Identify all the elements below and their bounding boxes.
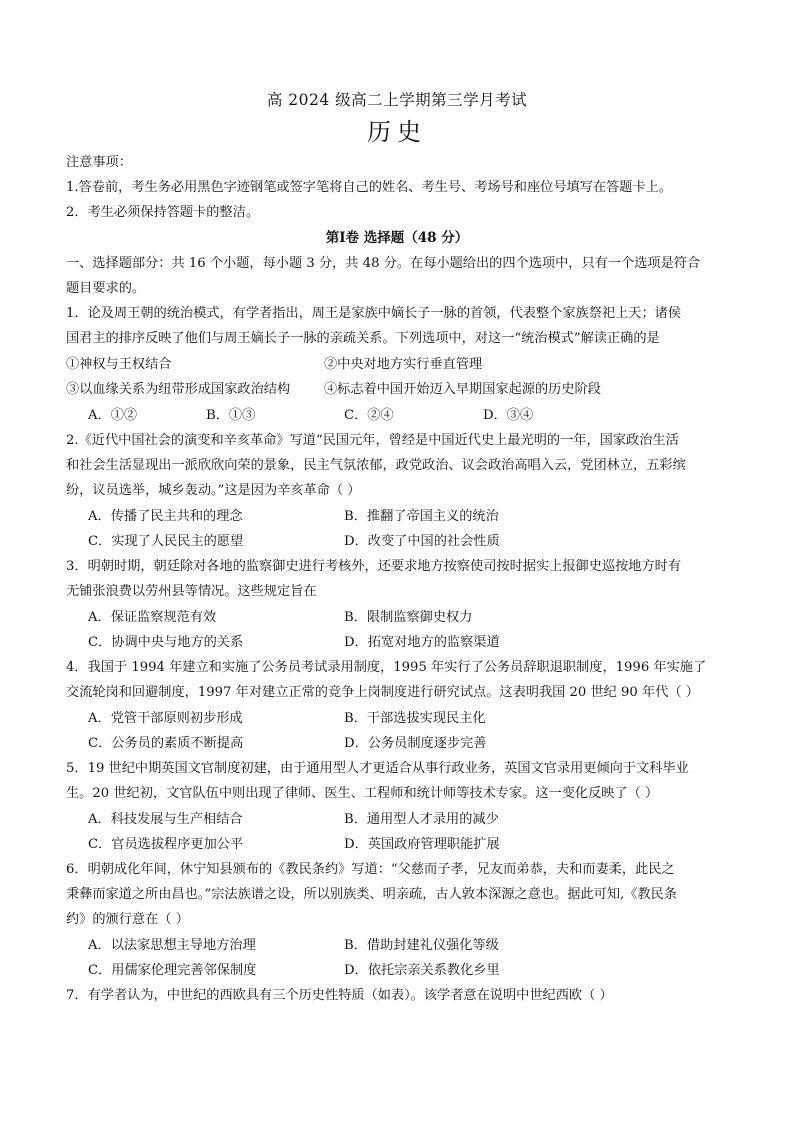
notice-item: 1.答卷前，考生务必用黑色字迹钢笔或签字笔将自己的姓名、考生号、考场号和座位号填写在答题卡上。	[66, 180, 673, 195]
exam-title: 高 2024 级高二上学期第三学月考试	[266, 91, 528, 109]
question-5-stem: 生。20 世纪初，文官队伍中则出现了律师、医生、工程师和统计师等技术专家。这一变化反映了（ ）	[66, 786, 659, 801]
option-d[interactable]: D．公务员制度逐步完善	[344, 736, 487, 751]
question-4-options	[66, 710, 728, 728]
question-4-stem: 交流轮岗和回避制度，1997 年对建立正常的竞争上岗制度进行研究试点。这表明我国 20 世纪 90 年代（ ）	[66, 685, 699, 700]
question-4-options	[66, 735, 728, 753]
section-intro: 题目要求的。	[66, 281, 146, 296]
question-3-stem: 3．明朝时期，朝廷除对各地的监察御史进行考核外，还要求地方按察使司按时据实上报御史巡按地方时有	[66, 559, 682, 574]
option-b[interactable]: B．干部选拔实现民主化	[344, 711, 486, 726]
question-3-options	[66, 609, 728, 627]
option-b[interactable]: B．①③	[206, 408, 256, 423]
question-2-options	[66, 533, 728, 551]
option-c[interactable]: C．协调中央与地方的关系	[88, 635, 244, 650]
option-d[interactable]: D．拓宽对地方的监察渠道	[344, 635, 500, 650]
question-5-options	[66, 836, 728, 854]
option-c[interactable]: C．公务员的素质不断提高	[88, 736, 244, 751]
question-6-options	[66, 937, 728, 955]
option-c[interactable]: C．官员选拔程序更加公平	[88, 837, 244, 852]
statement: ①神权与王权结合	[66, 357, 172, 372]
option-a[interactable]: A．传播了民主共和的理念	[88, 509, 243, 524]
question-5-options	[66, 811, 728, 829]
question-1-stem: 1．论及周王朝的统治模式，有学者指出，周王是家族中嫡长子一脉的首领，代表整个家族祭祀上天；诸侯	[66, 306, 682, 321]
question-2-stem: 2.《近代中国社会的演变和辛亥革命》写道“民国元年，曾经是中国近代史上最光明的一年，国家政治生活	[66, 433, 679, 448]
option-b[interactable]: B．推翻了帝国主义的统治	[344, 509, 499, 524]
option-a[interactable]: A．①②	[88, 408, 138, 423]
option-d[interactable]: D．英国政府管理职能扩展	[344, 837, 500, 852]
question-7-stem: 7．有学者认为，中世纪的西欧具有三个历史性特质（如表）。该学者意在说明中世纪西欧（ ）	[66, 988, 613, 1003]
question-2-stem: 纷，议员选举，城乡轰动。”这是因为辛亥革命（ ）	[66, 483, 361, 498]
option-a[interactable]: A．科技发展与生产相结合	[88, 812, 243, 827]
question-5-stem: 5．19 世纪中期英国文官制度初建，由于通用型人才更适合从事行政业务，英国文官录用更倾向于文科毕业	[66, 761, 689, 776]
option-a[interactable]: A．保证监察规范有效	[88, 610, 217, 625]
question-6-stem: 约》的颁行意在（ ）	[66, 912, 189, 927]
question-1-options	[66, 407, 728, 425]
question-3-stem: 无铺张浪费以劳州县等情况。这些规定旨在	[66, 584, 317, 599]
option-a[interactable]: A．党管干部原则初步形成	[88, 711, 243, 726]
section-intro: 一、选择题部分：共 16 个小题，每小题 3 分，共 48 分。在每小题给出的四个选项中，只有一个选项是符合	[66, 256, 701, 271]
option-c[interactable]: C．实现了人民民主的愿望	[88, 534, 244, 549]
option-b[interactable]: B．限制监察御史权力	[344, 610, 473, 625]
question-6-stem: 秉彝而家道之所由昌也。”宗法族谱之设，所以别族类、明亲疏，古人敦本深源之意也。据此可知,《教民条	[66, 887, 677, 902]
question-1-statements	[66, 356, 728, 374]
question-6-options	[66, 962, 728, 980]
option-d[interactable]: D．依托宗亲关系教化乡里	[344, 963, 500, 978]
option-d[interactable]: D．改变了中国的社会性质	[344, 534, 500, 549]
section-title: 第Ⅰ卷 选择题（48 分）	[325, 230, 469, 246]
option-c[interactable]: C．②④	[344, 408, 394, 423]
option-b[interactable]: B．通用型人才录用的减少	[344, 812, 499, 827]
statement: ③以血缘关系为纽带形成国家政治结构	[66, 382, 291, 397]
notice-item: 2．考生必须保持答题卡的整洁。	[66, 205, 260, 220]
option-b[interactable]: B．借助封建礼仪强化等级	[344, 938, 499, 953]
notice-heading: 注意事项：	[66, 155, 132, 170]
question-2-options	[66, 508, 728, 526]
question-2-stem: 和社会生活显现出一派欣欣向荣的景象，民主气氛浓郁，政党政治、议会政治高唱入云，党团林立，五彩缤	[66, 458, 686, 473]
question-4-stem: 4．我国于 1994 年建立和实施了公务员考试录用制度，1995 年实行了公务员辞职退职制度，1996 年实施了	[66, 660, 707, 675]
question-6-stem: 6．明朝成化年间，休宁知县颁布的《教民条约》写道：“父慈而子孝，兄友而弟恭，夫和而妻柔，此民之	[66, 862, 675, 877]
question-1-statements	[66, 381, 728, 399]
option-d[interactable]: D．③④	[483, 408, 534, 423]
option-a[interactable]: A．以法家思想主导地方治理	[88, 938, 256, 953]
question-3-options	[66, 634, 728, 652]
subject-title: 历史	[367, 118, 427, 146]
question-1-stem: 国君主的排序反映了他们与周王嫡长子一脉的亲疏关系。下列选项中，对这一“统治模式”解读正确的是	[66, 331, 660, 346]
statement: ②中央对地方实行垂直管理	[324, 357, 483, 372]
option-c[interactable]: C．用儒家伦理完善邻保制度	[88, 963, 257, 978]
statement: ④标志着中国开始迈入早期国家起源的历史阶段	[324, 382, 601, 397]
